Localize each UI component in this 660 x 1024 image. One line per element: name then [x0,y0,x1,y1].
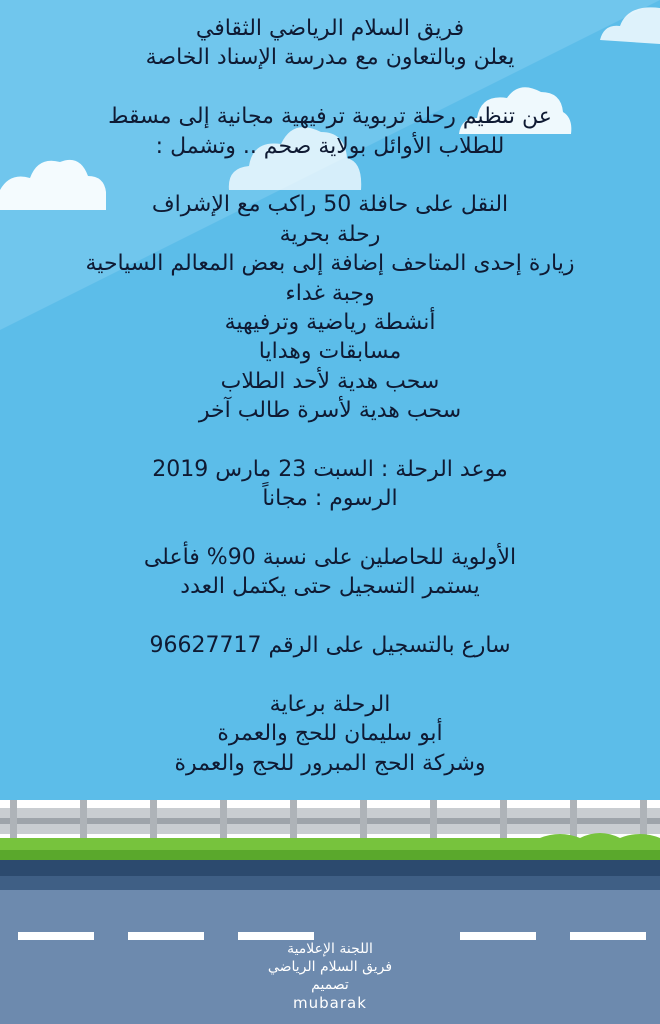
credits [230,940,430,1012]
heading-line-1: فريق السلام الرياضي الثقافي [195,16,465,41]
include-item: النقل على حافلة 50 راكب مع الإشراف [151,192,509,218]
intro-line-2: للطلاب الأوائل بولاية صحم .. وتشمل : [155,133,505,159]
registration-number: سارع بالتسجيل على الرقم 96627717 [149,633,511,659]
include-item: سحب هدية لأحد الطلاب [220,368,440,394]
include-item: أنشطة رياضية وترفيهية [224,309,436,335]
road-edge [0,860,660,876]
include-item: رحلة بحرية [279,221,381,247]
heading-line-2: يعلن وبالتعاون مع مدرسة الإسناد الخاصة [145,45,515,71]
sponsor-name: أبو سليمان للحج والعمرة [217,721,443,747]
priority-line-2: يستمر التسجيل حتى يكتمل العدد [180,574,480,600]
intro-line-1: عن تنظيم رحلة تربوية ترفيهية مجانية إلى مسقط [108,104,552,130]
include-item: زيارة إحدى المتاحف إضافة إلى بعض المعالم السياحية [85,251,575,277]
credits-line: فريق السلام الرياضي [267,959,393,975]
announcement-text [20,14,640,778]
trip-fees: الرسوم : مجاناً [262,486,398,512]
designer-signature: mubarak [293,994,367,1012]
priority-line-1: الأولوية للحاصلين على نسبة 90% فأعلى [143,545,517,571]
include-item: مسابقات وهدايا [258,339,402,365]
credits-line: تصميم [311,977,349,993]
include-item: سحب هدية لأسرة طالب آخر [198,398,462,424]
trip-date: موعد الرحلة : السبت 23 مارس 2019 [152,456,508,482]
sponsor-name: وشركة الحج المبرور للحج والعمرة [174,750,486,776]
sponsor-title: الرحلة برعاية [269,691,391,717]
credits-line: اللجنة الإعلامية [287,941,373,957]
include-item: وجبة غداء [285,280,375,306]
